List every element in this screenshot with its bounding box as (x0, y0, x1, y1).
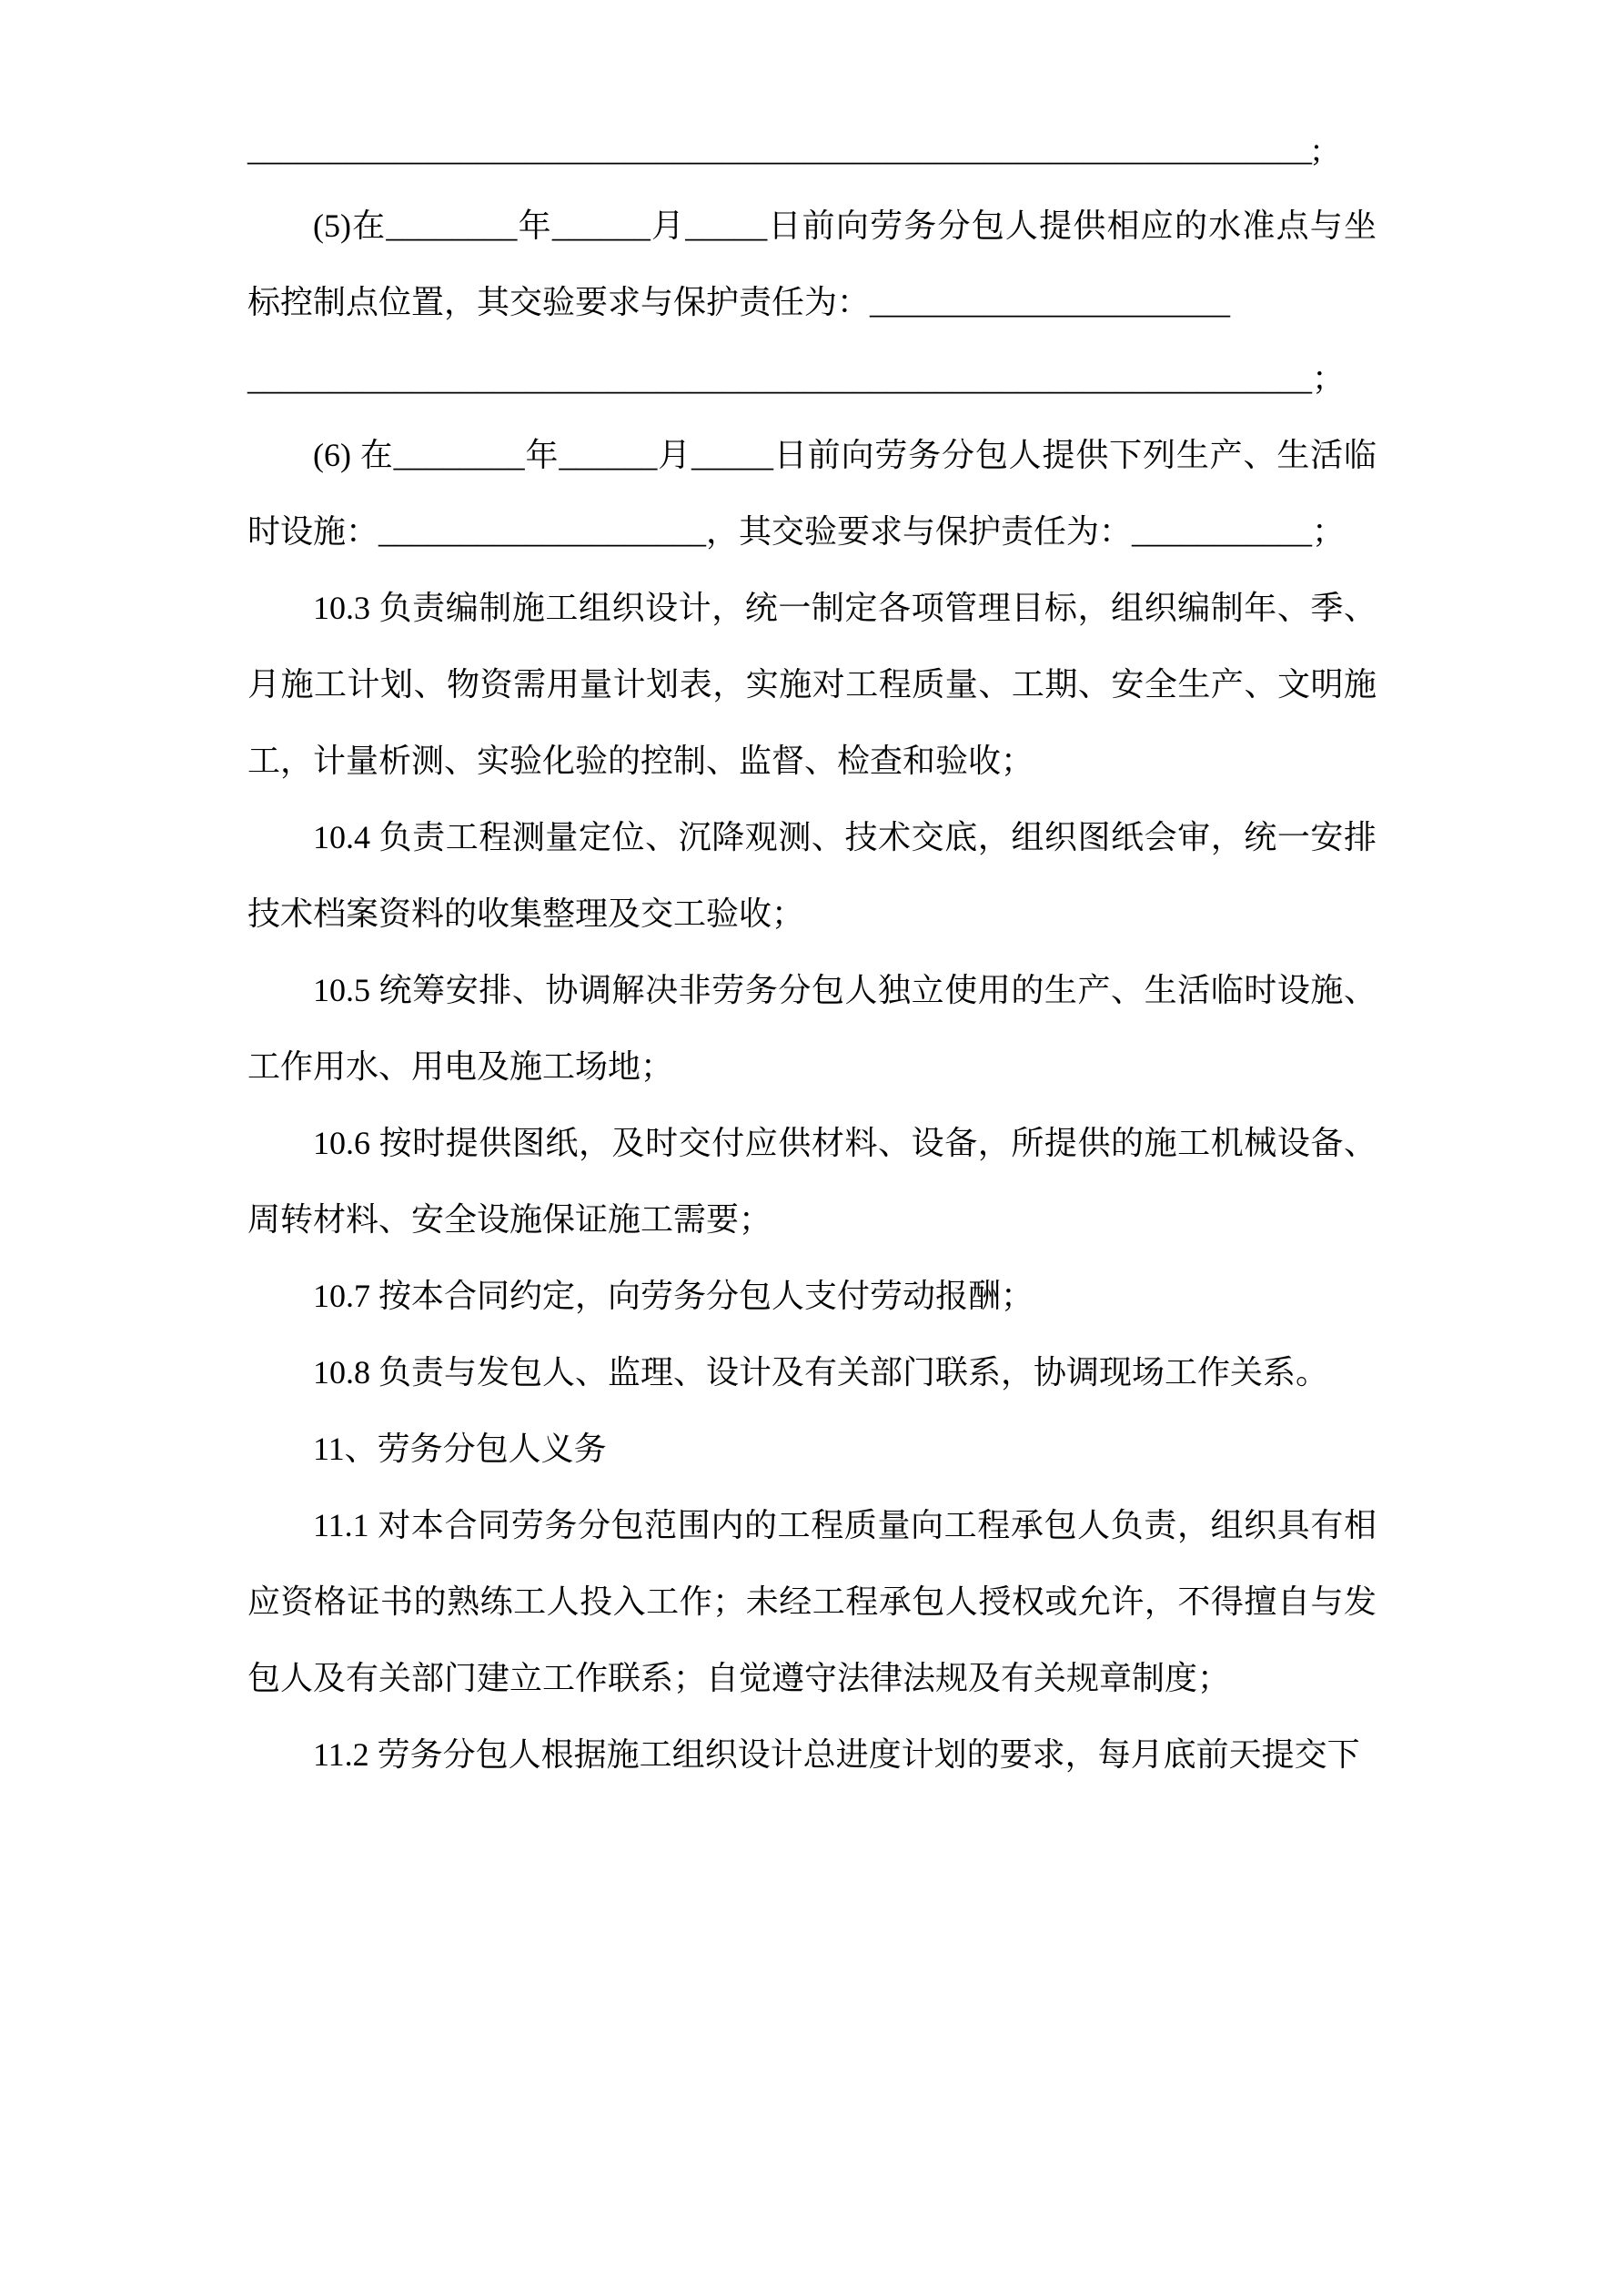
clause-10-4: 10.4 负责工程测量定位、沉降观测、技术交底，组织图纸会审，统一安排技术档案资料的收集整理及交工验收； (247, 819, 1377, 932)
clause-5: (5)在________年______月_____日前向劳务分包人提供相应的水准点与坐标控制点位置，其交验要求与保护责任为：______________________ (247, 207, 1377, 320)
blank-fill-line: _________________________________________________________________； (247, 360, 1345, 397)
clause-10-7: 10.7 按本合同约定，向劳务分包人支付劳动报酬； (313, 1278, 1034, 1314)
blank-fill-line: _________________________________________________________________; (247, 131, 1322, 167)
clause-11-1: 11.1 对本合同劳务分包范围内的工程质量向工程承包人负责，组织具有相应资格证书的熟练工人投入工作；未经工程承包人授权或允许，不得擅自与发包人及有关部门建立工作联系；自觉遵守法律法规及有关规章制度； (247, 1507, 1377, 1696)
clause-10-6: 10.6 按时提供图纸，及时交付应供材料、设备，所提供的施工机械设备、周转材料、安全设施保证施工需要； (247, 1125, 1377, 1238)
clause-6: (6) 在________年______月_____日前向劳务分包人提供下列生产、生活临时设施：____________________，其交验要求与保护责任为：___________； (247, 437, 1377, 550)
clause-10-3: 10.3 负责编制施工组织设计，统一制定各项管理目标，组织编制年、季、月施工计划、物资需用量计划表，实施对工程质量、工期、安全生产、文明施工，计量析测、实验化验的控制、监督、检查和验收； (247, 590, 1377, 779)
clause-10-8: 10.8 负责与发包人、监理、设计及有关部门联系，协调现场工作关系。 (313, 1354, 1329, 1391)
section-11-heading: 11、劳务分包人义务 (313, 1431, 607, 1467)
clause-11-2-partial: 11.2 劳务分包人根据施工组织设计总进度计划的要求，每月底前天提交下 (313, 1736, 1360, 1773)
clause-10-5: 10.5 统筹安排、协调解决非劳务分包人独立使用的生产、生活临时设施、工作用水、用电及施工场地； (247, 972, 1377, 1085)
